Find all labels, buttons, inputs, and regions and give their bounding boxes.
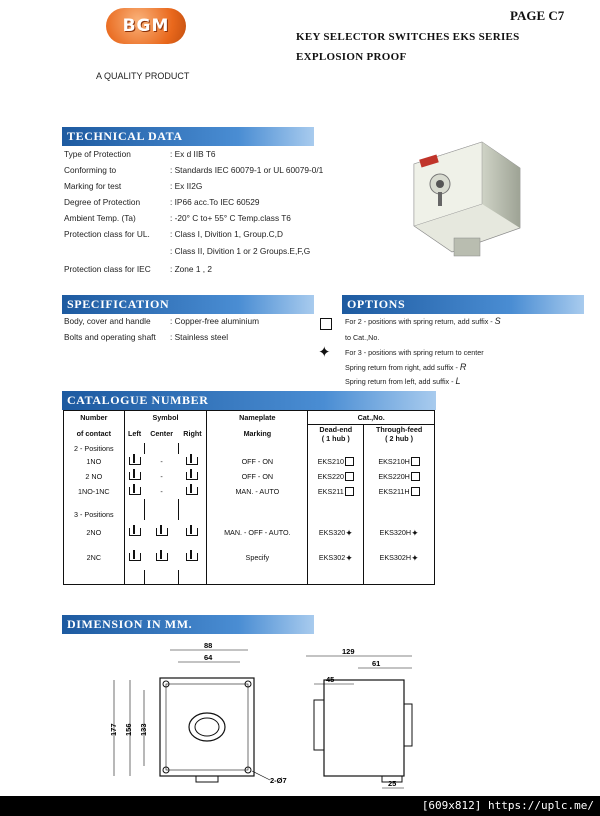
table-row (64, 454, 435, 469)
technical-value: : Class II, Divition 1 or 2 Groups.E,F,G (170, 246, 311, 256)
technical-value: : IP66 acc.To IEC 60529 (170, 197, 260, 207)
technical-label: Marking for test (64, 181, 122, 191)
marking-cell: MAN. - AUTO (207, 484, 308, 499)
contact-symbol-icon (129, 457, 141, 465)
tagline: A QUALITY PRODUCT (96, 71, 190, 81)
contact-symbol-icon (129, 528, 141, 536)
footer-bar (0, 796, 600, 816)
bgm-logo (106, 8, 186, 44)
marking-cell: OFF - ON (207, 469, 308, 484)
col-through: Through-feed ( 2 hub ) (364, 425, 435, 444)
option-box-icon (345, 457, 354, 466)
center-cell: - (160, 472, 163, 481)
title-line-1: KEY SELECTOR SWITCHES EKS SERIES (296, 31, 520, 43)
options-line-1: For 2 - positions with spring return, add suffix - S (345, 316, 501, 326)
contact-symbol-icon (129, 553, 141, 561)
deadend-cell: EKS302✦ (308, 545, 364, 570)
table-row (64, 520, 435, 545)
option-star-icon: ✦ (345, 527, 353, 538)
marking-cell: Specify (207, 545, 308, 570)
col-deadend: Dead-end ( 1 hub ) (308, 425, 364, 444)
contact-cell: 1NO (64, 454, 125, 469)
catalogue-table (63, 410, 435, 585)
col-right: Right (179, 425, 207, 444)
contact-symbol-icon (129, 472, 141, 480)
option-star-icon: ✦ (411, 552, 419, 563)
through-cell: EKS220H (364, 469, 435, 484)
options-heading: OPTIONS (342, 295, 584, 314)
col-catno: Cat.,No. (308, 411, 435, 425)
dim-177: 177 (109, 723, 118, 736)
three-position-star-symbol: ✦ (318, 344, 331, 361)
technical-label: Protection class for UL. (64, 229, 150, 239)
technical-label: Type of Protection (64, 149, 131, 159)
center-cell: - (160, 487, 163, 496)
deadend-cell: EKS220 (308, 469, 364, 484)
table-row (64, 545, 435, 570)
footer-text: [609x812] https://uplc.me/ (421, 799, 594, 812)
dimension-heading: DIMENSION IN MM. (62, 615, 314, 634)
option-box-icon (345, 472, 354, 481)
table-row (64, 484, 435, 499)
technical-value: : Standards IEC 60079-1 or UL 60079-0/1 (170, 165, 324, 175)
spec-value: : Copper-free aluminium (170, 316, 259, 326)
option-box-icon (411, 472, 420, 481)
contact-symbol-icon (186, 457, 198, 465)
spec-value: : Stainless steel (170, 332, 229, 342)
contact-symbol-icon (186, 553, 198, 561)
title-line-2: EXPLOSION PROOF (296, 51, 407, 63)
col-of-contact: of contact (64, 425, 125, 444)
contact-symbol-icon (156, 553, 168, 561)
col-nameplate: Nameplate (207, 411, 308, 425)
technical-label: Ambient Temp. (Ta) (64, 213, 136, 223)
options-line-2: to Cat.,No. (345, 333, 380, 342)
dim-88: 88 (204, 641, 213, 650)
col-center: Center (150, 429, 173, 439)
technical-data-heading: TECHNICAL DATA (62, 127, 314, 146)
dim-45: 45 (326, 675, 335, 684)
dim-64: 64 (204, 653, 213, 662)
col-number: Number (64, 411, 125, 425)
option-box-icon (411, 487, 420, 496)
option-box-icon (411, 457, 420, 466)
technical-value: : Class I, Divition 1, Group.C,D (170, 229, 283, 239)
contact-symbol-icon (129, 487, 141, 495)
dim-hole: 2-Ø7 (270, 776, 287, 785)
page-number: PAGE C7 (510, 8, 565, 23)
dimension-drawing (100, 640, 440, 790)
group-label: 3 - Positions (64, 509, 125, 520)
technical-label: Protection class for IEC (64, 264, 151, 274)
technical-label: Conforming to (64, 165, 117, 175)
technical-value: : Zone 1 , 2 (170, 264, 212, 274)
technical-value: : Ex II2G (170, 181, 203, 191)
contact-cell: 2NC (64, 545, 125, 570)
contact-cell: 1NO-1NC (64, 484, 125, 499)
spec-label: Bolts and operating shaft (64, 332, 156, 342)
catalogue-heading: CATALOGUE NUMBER (62, 391, 436, 410)
col-marking: Marking (207, 425, 308, 444)
technical-value: : Ex d IIB T6 (170, 149, 216, 159)
dim-25: 25 (388, 779, 397, 788)
marking-cell: MAN. - OFF - AUTO. (207, 520, 308, 545)
col-left: Left (124, 425, 144, 444)
product-photo (402, 134, 524, 260)
options-line-3: For 3 - positions with spring return to center (345, 348, 484, 357)
spec-label: Body, cover and handle (64, 316, 151, 326)
option-box-icon (345, 487, 354, 496)
through-cell: EKS210H (364, 454, 435, 469)
option-star-icon: ✦ (345, 552, 353, 563)
contact-cell: 2 NO (64, 469, 125, 484)
technical-value: : -20° C to+ 55° C Temp.class T6 (170, 213, 291, 223)
through-cell: EKS302H✦ (364, 545, 435, 570)
dim-156: 156 (124, 723, 133, 736)
dim-129: 129 (342, 647, 355, 656)
logo-text: BGM (122, 16, 170, 36)
through-cell: EKS211H (364, 484, 435, 499)
deadend-cell: EKS320✦ (308, 520, 364, 545)
deadend-cell: EKS211 (308, 484, 364, 499)
options-line-5: Spring return from left, add suffix - L (345, 376, 461, 386)
options-line-4: Spring return from right, add suffix - R (345, 362, 467, 372)
center-cell: - (160, 457, 163, 466)
marking-cell: OFF - ON (207, 454, 308, 469)
option-star-icon: ✦ (411, 527, 419, 538)
dim-133: 133 (139, 723, 148, 736)
two-position-box-symbol (320, 318, 332, 330)
group-label: 2 - Positions (64, 443, 125, 454)
specification-heading: SPECIFICATION (62, 295, 314, 314)
contact-symbol-icon (186, 528, 198, 536)
through-cell: EKS320H✦ (364, 520, 435, 545)
contact-cell: 2NO (64, 520, 125, 545)
technical-label: Degree of Protection (64, 197, 141, 207)
contact-symbol-icon (186, 487, 198, 495)
table-row (64, 469, 435, 484)
contact-symbol-icon (156, 528, 168, 536)
dim-61: 61 (372, 659, 381, 668)
col-symbol: Symbol (124, 411, 207, 425)
contact-symbol-icon (186, 472, 198, 480)
deadend-cell: EKS210 (308, 454, 364, 469)
